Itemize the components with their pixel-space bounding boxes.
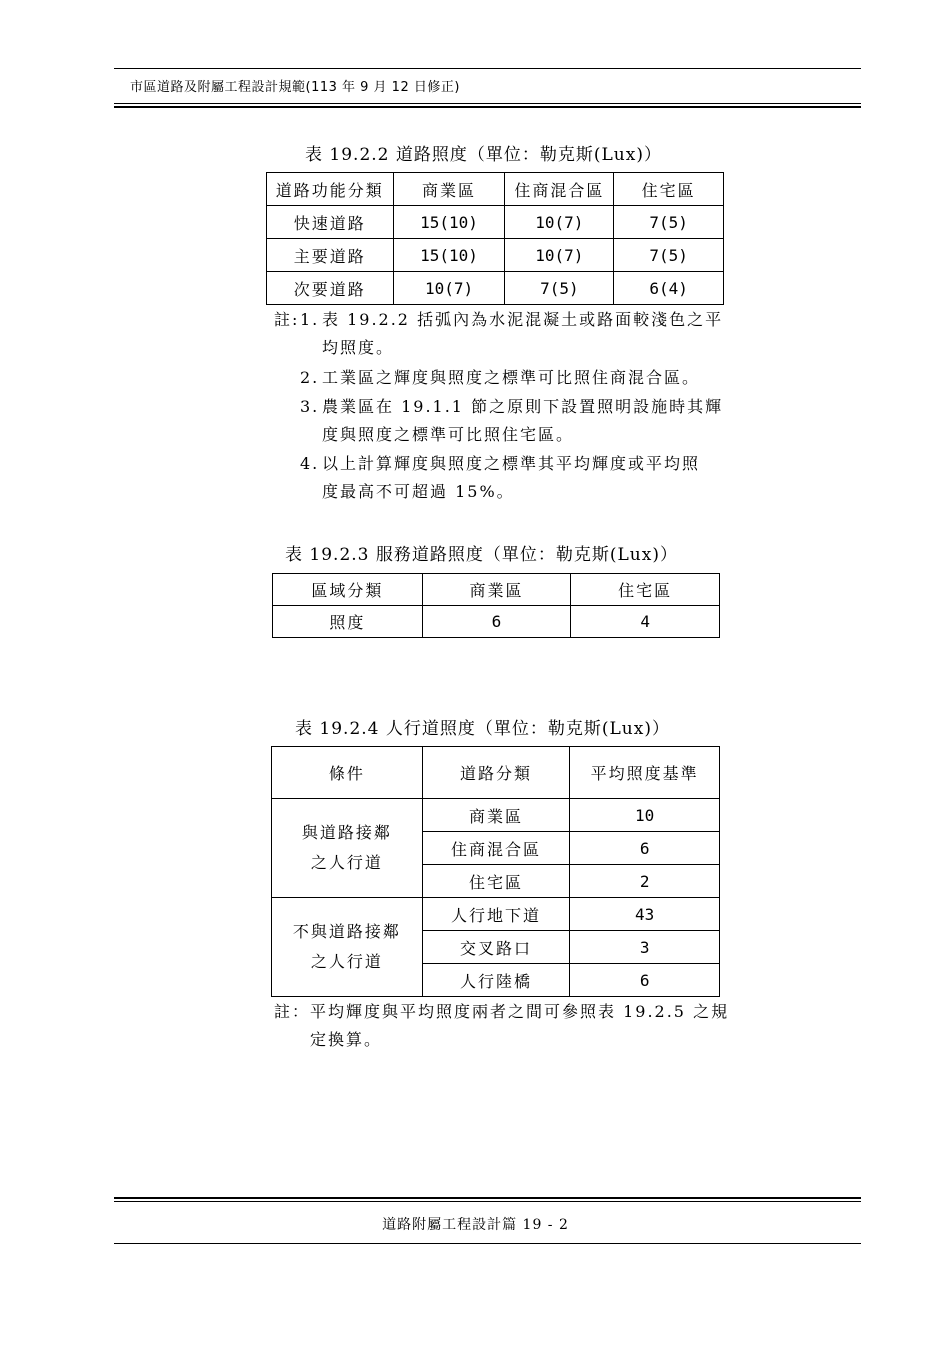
column-header: 住商混合區 xyxy=(505,173,614,206)
column-header: 道路功能分類 xyxy=(267,173,394,206)
table-cell: 10(7) xyxy=(505,239,614,272)
table-cell: 10 xyxy=(570,799,720,832)
table-cell: 商業區 xyxy=(422,799,570,832)
table-cell: 4 xyxy=(571,606,720,638)
table-row xyxy=(272,799,720,832)
table-row xyxy=(267,239,724,272)
header-rule-thick xyxy=(114,106,861,108)
table-cell: 人行陸橋 xyxy=(422,964,570,997)
table-cell: 43 xyxy=(570,898,720,931)
row-label: 快速道路 xyxy=(267,206,394,239)
table-cell: 住商混合區 xyxy=(422,832,570,865)
row-label: 主要道路 xyxy=(267,239,394,272)
table-cell: 10(7) xyxy=(505,206,614,239)
note-text: 表 19.2.2 括弧內為水泥混凝土或路面較淺色之平 xyxy=(322,310,724,329)
table-header-row xyxy=(273,574,720,606)
row-label: 次要道路 xyxy=(267,272,394,305)
footer-page-label: 道路附屬工程設計篇 19 - 2 xyxy=(382,1217,569,1233)
column-header: 條件 xyxy=(272,747,423,799)
table-cell: 15(10) xyxy=(393,206,505,239)
note-number: 2. xyxy=(300,368,320,387)
column-header: 區域分類 xyxy=(273,574,423,606)
table-cell: 6(4) xyxy=(614,272,724,305)
table-cell: 住宅區 xyxy=(422,865,570,898)
group-label-line: 之人行道 xyxy=(310,952,383,971)
table-row xyxy=(267,206,724,239)
note-text: 農業區在 19.1.1 節之原則下設置照明設施時其輝 xyxy=(322,397,724,416)
note-text: 度最高不可超過 15%。 xyxy=(322,482,515,501)
footer-rule-thin xyxy=(114,1201,861,1202)
header-title: 市區道路及附屬工程設計規範(113 年 9 月 12 日修正) xyxy=(130,80,460,95)
header-rule-thin xyxy=(114,103,861,104)
table-header-row xyxy=(272,747,720,799)
table-cell: 人行地下道 xyxy=(422,898,570,931)
footer-bottom-rule xyxy=(114,1243,861,1244)
note-text: 註：平均輝度與平均照度兩者之間可參照表 19.2.5 之規 xyxy=(274,1002,730,1021)
column-header: 道路分類 xyxy=(422,747,570,799)
note-text: 工業區之輝度與照度之標準可比照住商混合區。 xyxy=(322,368,701,387)
table-row xyxy=(273,606,720,638)
note-text: 均照度。 xyxy=(322,338,395,357)
table-row xyxy=(267,272,724,305)
notes1-prefix: 註: xyxy=(274,310,300,329)
sidewalk-illuminance-table xyxy=(271,746,720,997)
table-cell: 6 xyxy=(422,606,571,638)
table-cell: 3 xyxy=(570,931,720,964)
table-cell: 7(5) xyxy=(505,272,614,305)
service-road-illuminance-table xyxy=(272,573,720,638)
group-label xyxy=(272,898,423,997)
note-text: 以上計算輝度與照度之標準其平均輝度或平均照 xyxy=(322,454,701,473)
table2-caption: 表 19.2.3 服務道路照度（單位：勒克斯(Lux)） xyxy=(285,545,678,565)
column-header: 住宅區 xyxy=(571,574,720,606)
note-number: 1. xyxy=(300,310,320,329)
table-cell: 2 xyxy=(570,865,720,898)
group-label-line: 之人行道 xyxy=(310,853,383,872)
column-header: 平均照度基準 xyxy=(570,747,720,799)
note-number: 3. xyxy=(300,397,320,416)
row-label: 照度 xyxy=(273,606,423,638)
group-label xyxy=(272,799,423,898)
table3-caption: 表 19.2.4 人行道照度（單位：勒克斯(Lux)） xyxy=(295,719,670,739)
table-cell: 7(5) xyxy=(614,239,724,272)
note-number: 4. xyxy=(300,454,320,473)
table-cell: 15(10) xyxy=(393,239,505,272)
column-header: 商業區 xyxy=(393,173,505,206)
footer-rule-thick xyxy=(114,1197,861,1199)
note-text: 定換算。 xyxy=(310,1030,383,1049)
table-cell: 10(7) xyxy=(393,272,505,305)
table-cell: 7(5) xyxy=(614,206,724,239)
column-header: 住宅區 xyxy=(614,173,724,206)
table-cell: 6 xyxy=(570,964,720,997)
table-cell: 6 xyxy=(570,832,720,865)
table-cell: 交叉路口 xyxy=(422,931,570,964)
group-label-line: 不與道路接鄰 xyxy=(292,922,401,941)
group-label-line: 與道路接鄰 xyxy=(301,823,392,842)
table1-caption: 表 19.2.2 道路照度（單位：勒克斯(Lux)） xyxy=(305,145,662,165)
table-header-row xyxy=(267,173,724,206)
note-text: 度與照度之標準可比照住宅區。 xyxy=(322,425,575,444)
road-illuminance-table xyxy=(266,172,724,305)
header-top-rule xyxy=(114,68,861,69)
column-header: 商業區 xyxy=(422,574,571,606)
table-row xyxy=(272,898,720,931)
